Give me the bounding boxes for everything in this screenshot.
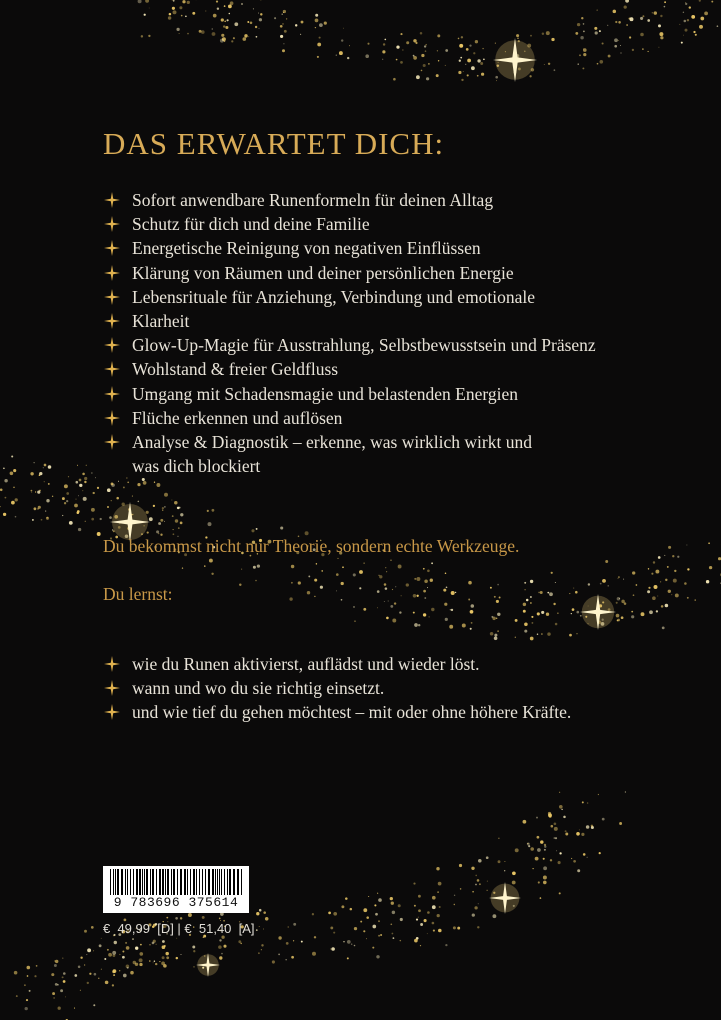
feature-item-text: Schutz für dich und deine Familie [132, 214, 370, 235]
feature-item-text: Klärung von Räumen und deiner persönlichen Energie [132, 262, 514, 283]
star-bullet-icon [103, 336, 121, 354]
learn-item-text: wie du Runen aktivierst, auflädst und wieder löst. [132, 654, 480, 674]
feature-item [103, 212, 596, 236]
price-label: € 49,99 [D] | € 51,40 [A] [103, 921, 255, 936]
star-bullet-icon [103, 409, 121, 427]
learn-item [103, 676, 571, 700]
feature-item-text: Energetische Reinigung von negativen Einflüssen [132, 238, 481, 259]
feature-item [103, 333, 596, 357]
feature-item-text: Glow-Up-Magie für Ausstrahlung, Selbstbewusstsein und Präsenz [132, 335, 596, 356]
page-title: DAS ERWARTET DICH: [103, 126, 445, 161]
star-bullet-icon [103, 312, 121, 330]
feature-item [103, 406, 596, 430]
feature-item-text: Flüche erkennen und auflösen [132, 407, 343, 428]
feature-item-text: Lebensrituale für Anziehung, Verbindung und emotionale [132, 286, 536, 307]
learn-item [103, 652, 571, 676]
star-bullet-icon [103, 385, 121, 403]
star-bullet-icon [103, 191, 121, 209]
feature-item-text: Klarheit [132, 311, 190, 332]
star-bullet-icon [103, 655, 121, 673]
barcode [103, 866, 249, 913]
feature-item [103, 236, 596, 260]
star-bullet-icon [103, 433, 121, 451]
feature-item [103, 357, 596, 381]
feature-item-text: Sofort anwendbare Runenformeln für deinen Alltag [132, 190, 494, 210]
feature-item-text: Analyse & Diagnostik – erkenne, was wirklich wirkt und was dich blockiert [132, 432, 532, 477]
feature-item [103, 261, 596, 285]
isbn-number: 9 783696 375614 [113, 895, 239, 910]
star-bullet-icon [103, 239, 121, 257]
star-bullet-icon [103, 288, 121, 306]
feature-list [103, 188, 596, 478]
barcode-bars [108, 869, 244, 895]
star-bullet-icon [103, 264, 121, 282]
star-bullet-icon [103, 679, 121, 697]
learn-list [103, 652, 571, 725]
learn-intro: Du lernst: [103, 584, 173, 604]
feature-item [103, 430, 596, 478]
feature-item-text: Wohlstand & freier Geldfluss [132, 359, 339, 380]
learn-item-text: wann und wo du sie richtig einsetzt. [132, 678, 385, 699]
feature-item [103, 285, 596, 309]
learn-item-text: und wie tief du gehen möchtest – mit oder ohne höhere Kräfte. [132, 702, 572, 723]
star-bullet-icon [103, 215, 121, 233]
star-bullet-icon [103, 703, 121, 721]
tagline: Du bekommst nicht nur Theorie, sondern echte Werkzeuge. [103, 536, 520, 556]
feature-item [103, 382, 596, 406]
learn-item [103, 700, 571, 724]
feature-item [103, 188, 596, 212]
feature-item-text: Umgang mit Schadensmagie und belastenden Energien [132, 383, 519, 404]
star-bullet-icon [103, 360, 121, 378]
feature-item [103, 309, 596, 333]
